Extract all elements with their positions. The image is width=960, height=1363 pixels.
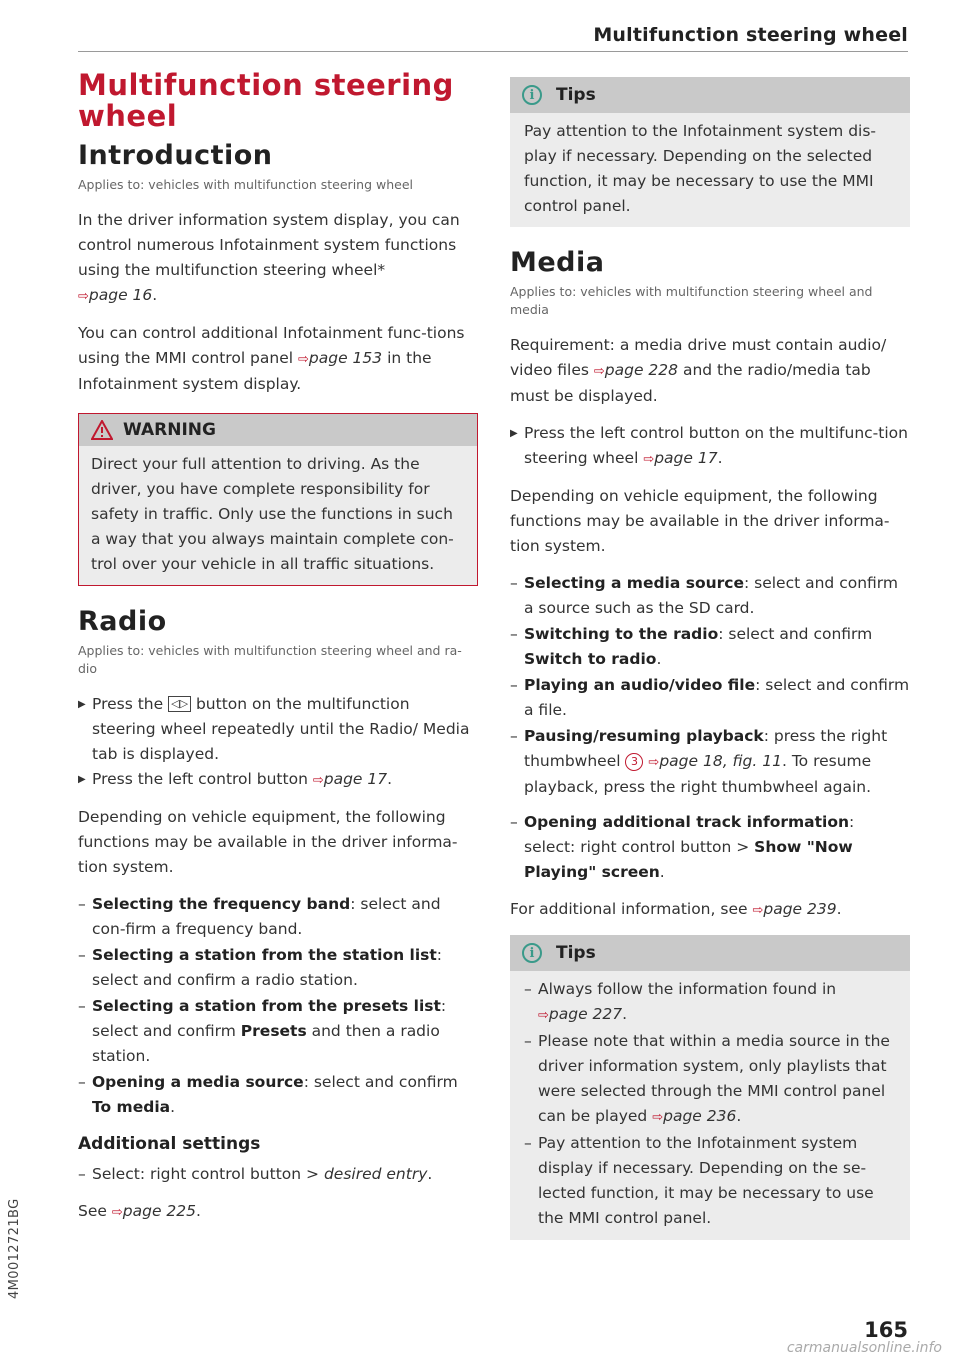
list-item: – Opening additional track information: select: right control button > Show "Now Playing" screen. bbox=[510, 813, 855, 881]
page-ref-link[interactable]: ⇨page 17 bbox=[643, 449, 718, 467]
callout-number: 3 bbox=[625, 753, 643, 771]
list-item: – Pay attention to the Infotainment system display if necessary. Depending on the se-lected function, it may be necessary to use the MMI control panel. bbox=[524, 1134, 874, 1227]
right-column bbox=[510, 70, 910, 1260]
list-item: – Pausing/resuming playback: press the right thumbwheel 3 ⇨page 18, fig. 11. To resume playback, press the right thumbwheel again. bbox=[510, 727, 888, 796]
arrow-right-icon: ⇨ bbox=[643, 452, 655, 467]
intro-applies-to: Applies to: vehicles with multifunction steering wheel bbox=[78, 177, 413, 192]
list-item: – Select: right control button > desired entry. bbox=[78, 1165, 433, 1183]
section-radio-heading: Radio bbox=[78, 606, 167, 637]
media-applies-to: Applies to: vehicles with multifunction steering wheel and media bbox=[510, 284, 873, 317]
list-item: – Opening a media source: select and confirm To media. bbox=[78, 1073, 458, 1116]
page-ref-link[interactable]: ⇨page 227 bbox=[538, 1005, 623, 1023]
header-rule bbox=[78, 51, 908, 52]
page-ref-link[interactable]: ⇨page 18, fig. 11 bbox=[648, 752, 782, 770]
arrow-right-icon: ⇨ bbox=[652, 1110, 664, 1125]
media-requirement: Requirement: a media drive must contain audio/ video files ⇨page 228 and the radio/media tab must be displayed. bbox=[510, 336, 887, 405]
watermark: carmanualsonline.info bbox=[786, 1340, 942, 1356]
additional-settings-list bbox=[78, 1162, 478, 1187]
warning-title: WARNING bbox=[123, 420, 216, 440]
warning-text: Direct your full attention to driving. As the driver, you have complete responsibility for safety in traffic. Only use the functions in such a way that you always maintain complete con-trol over your vehicle in all traffic situations. bbox=[79, 446, 477, 585]
radio-steps bbox=[78, 692, 478, 793]
intro-paragraph-1: In the driver information system display, you can control numerous Infotainment system functions using the multifunction steering wheel* ⇨page 16. bbox=[78, 211, 460, 304]
additional-settings-heading: Additional settings bbox=[78, 1134, 261, 1154]
page-ref-link[interactable]: ⇨page 236 bbox=[652, 1107, 737, 1125]
warning-box bbox=[78, 413, 478, 586]
media-steps bbox=[510, 421, 910, 472]
step-triangle-icon: ▶ bbox=[510, 428, 518, 439]
list-item: – Selecting the frequency band: select and con-firm a frequency band. bbox=[78, 895, 441, 938]
tips-list bbox=[524, 977, 896, 1231]
tips-title: Tips bbox=[556, 943, 596, 963]
tips-box bbox=[510, 77, 910, 227]
chapter-title: Multifunction steering wheel bbox=[78, 68, 454, 133]
list-item: – Selecting a station from the station list: select and confirm a radio station. bbox=[78, 946, 443, 989]
left-column bbox=[78, 70, 478, 1237]
info-icon: i bbox=[522, 85, 542, 105]
page-ref-link[interactable]: ⇨page 17 bbox=[312, 770, 388, 788]
running-head: Multifunction steering wheel bbox=[593, 24, 908, 46]
warning-header bbox=[79, 414, 477, 446]
page-ref-link[interactable]: ⇨page 239 bbox=[752, 900, 837, 918]
page-ref-link[interactable]: ⇨page 153 bbox=[298, 349, 383, 367]
radio-applies-to: Applies to: vehicles with multifunction steering wheel and ra-dio bbox=[78, 643, 462, 676]
list-item: ▶ Press the ◁▷ button on the multifunction steering wheel repeatedly until the Radio/ Media tab is displayed. bbox=[78, 692, 478, 767]
tips-text: Pay attention to the Infotainment system dis-play if necessary. Depending on the selected function, it may be necessary to use the MMI control panel. bbox=[510, 113, 910, 227]
list-item: ▶ Press the left control button on the multifunc-tion steering wheel ⇨page 17. bbox=[510, 421, 910, 472]
arrow-right-icon: ⇨ bbox=[538, 1008, 549, 1023]
tips-box-2 bbox=[510, 935, 910, 1240]
list-item: ▶ Press the left control button ⇨page 17. bbox=[78, 767, 478, 793]
section-introduction-heading: Introduction bbox=[78, 140, 273, 171]
intro-paragraph-2: You can control additional Infotainment func-tions using the MMI control panel ⇨page 153 in the Infotainment system display. bbox=[78, 324, 465, 393]
section-media-heading: Media bbox=[510, 247, 605, 278]
arrow-right-icon: ⇨ bbox=[298, 352, 309, 367]
arrow-right-icon: ⇨ bbox=[78, 289, 89, 304]
list-item: – Always follow the information found in ⇨page 227. bbox=[524, 980, 837, 1023]
list-item: – Selecting a station from the presets list: select and confirm Presets and then a radio station. bbox=[78, 997, 447, 1065]
list-item: – Switching to the radio: select and confirm Switch to radio. bbox=[510, 625, 873, 668]
info-icon: i bbox=[522, 943, 542, 963]
page-number: 165 bbox=[864, 1318, 908, 1342]
arrow-right-icon: ⇨ bbox=[648, 755, 660, 770]
arrow-right-icon: ⇨ bbox=[111, 1205, 123, 1220]
list-item: – Selecting a media source: select and confirm a source such as the SD card. bbox=[510, 574, 898, 617]
page-ref-link[interactable]: ⇨page 225 bbox=[111, 1202, 196, 1220]
source-button-icon: ◁▷ bbox=[168, 696, 191, 712]
see-paragraph: See ⇨page 225. bbox=[78, 1202, 201, 1220]
arrow-right-icon: ⇨ bbox=[312, 773, 324, 788]
radio-function-list bbox=[78, 892, 478, 1120]
arrow-right-icon: ⇨ bbox=[752, 903, 764, 918]
list-item: – Please note that within a media source in the driver information system, only playlists that were selected through the MMI control panel can be played ⇨page 236. bbox=[524, 1032, 890, 1125]
media-more-info: For additional information, see ⇨page 239. bbox=[510, 900, 842, 918]
tips-title: Tips bbox=[556, 85, 596, 105]
page-ref-link[interactable]: ⇨page 16 bbox=[78, 286, 153, 304]
tips-list-body bbox=[510, 971, 910, 1240]
page-ref-link[interactable]: ⇨page 228 bbox=[593, 361, 679, 379]
step-triangle-icon: ▶ bbox=[78, 699, 86, 710]
radio-depending-paragraph: Depending on vehicle equipment, the following functions may be available in the driver informa-tion system. bbox=[78, 808, 458, 876]
media-depending-paragraph: Depending on vehicle equipment, the following functions may be available in the driver informa-tion system. bbox=[510, 487, 890, 555]
tips-header bbox=[510, 77, 910, 113]
media-function-list bbox=[510, 571, 910, 885]
list-item: – Playing an audio/video file: select and confirm a file. bbox=[510, 676, 910, 719]
tips-header bbox=[510, 935, 910, 971]
arrow-right-icon: ⇨ bbox=[593, 364, 605, 379]
step-triangle-icon: ▶ bbox=[78, 774, 86, 785]
warning-triangle-icon bbox=[91, 420, 113, 440]
